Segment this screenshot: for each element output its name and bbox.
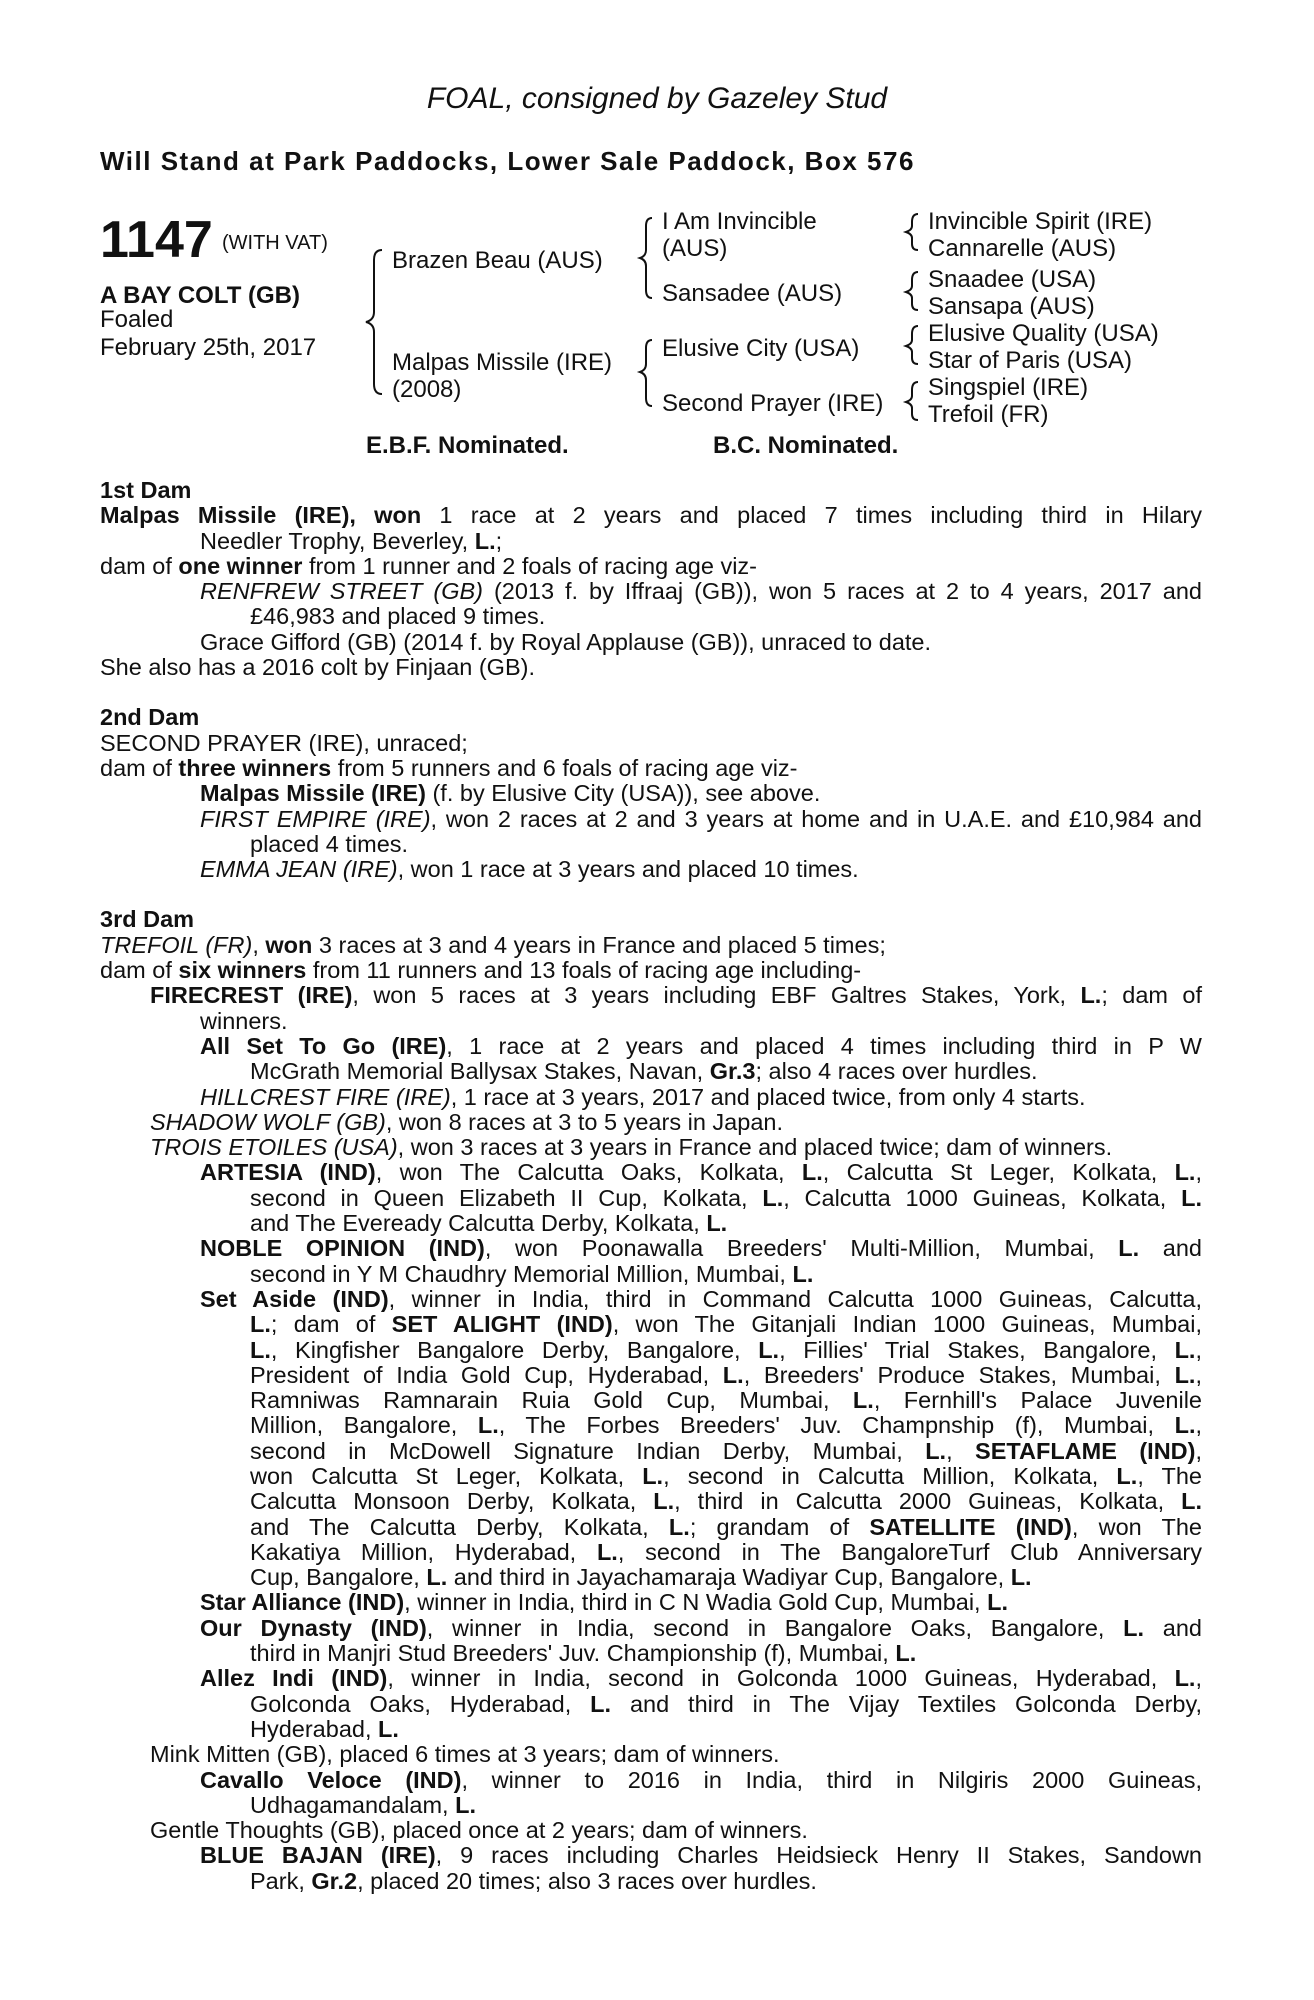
grand-7: Singspiel (IRE) [928,374,1089,401]
third-dam-line: and The Calcutta Derby, Kolkata, L.; grandam of SATELLITE (IND), won The [250,1513,1202,1540]
third-dam-line: L.; dam of SET ALIGHT (IND), won The Gitanjali Indian 1000 Guineas, Mumbai, [250,1311,1202,1338]
third-dam-line: Cavallo Veloce (IND), winner to 2016 in India, third in Nilgiris 2000 Guineas, [200,1766,1202,1793]
third-dam-line: President of India Gold Cup, Hyderabad, L., Breeders' Produce Stakes, Mumbai, L., [250,1361,1202,1388]
third-dam-line: Kakatiya Million, Hyderabad, L., second in The BangaloreTurf Club Anniversary [250,1538,1203,1565]
third-dam-line: second in Queen Elizabeth II Cup, Kolkata, L., Calcutta 1000 Guineas, Kolkata, L. [250,1184,1202,1211]
first-dam-line: dam of one winner from 1 runner and 2 foals of racing age viz- [100,552,757,579]
first-dam-line: She also has a 2016 colt by Finjaan (GB). [100,654,535,681]
third-dam-line: NOBLE OPINION (IND), won Poonawalla Breeders' Multi-Million, Mumbai, L. and [200,1235,1202,1262]
first-dam-line: £46,983 and placed 9 times. [250,603,546,630]
third-dam-line: All Set To Go (IRE), 1 race at 2 years and placed 4 times including third in P W [200,1032,1202,1059]
third-dam-line: Ramniwas Ramnarain Ruia Gold Cup, Mumbai, L., Fernhill's Palace Juvenile [250,1387,1202,1414]
first-dam-line: Grace Gifford (GB) (2014 f. by Royal Applause (GB)), unraced to date. [200,628,932,655]
sire-sire-origin: (AUS) [662,235,728,262]
second-dam-line: dam of three winners from 5 runners and 6 foals of racing age viz- [100,754,798,781]
grand-3: Snaadee (USA) [928,266,1097,293]
second-dam-line: placed 4 times. [250,830,409,857]
third-dam-line: second in McDowell Signature Indian Derby, Mumbai, L., SETAFLAME (IND), [250,1437,1202,1464]
grand-5: Elusive Quality (USA) [928,320,1159,347]
dam-sire: Elusive City (USA) [662,335,860,362]
sire-sire: I Am Invincible [662,208,817,235]
third-dam-line: TREFOIL (FR), won 3 races at 3 and 4 years in France and placed 5 times; [100,931,886,958]
sire-dam: Sansadee (AUS) [662,280,843,307]
third-dam-line: Gentle Thoughts (GB), placed once at 2 years; dam of winners. [150,1817,808,1844]
dam-year: (2008) [392,376,462,403]
location-line: Will Stand at Park Paddocks, Lower Sale Paddock, Box 576 [100,146,915,176]
sire-name: Brazen Beau (AUS) [392,247,603,274]
third-dam-line: Cup, Bangalore, L. and third in Jayachamaraja Wadiyar Cup, Bangalore, L. [250,1564,1032,1591]
third-dam-line: Calcutta Monsoon Derby, Kolkata, L., third in Calcutta 2000 Guineas, Kolkata, L. [250,1488,1202,1515]
third-dam-line: dam of six winners from 11 runners and 13 foals of racing age including- [100,957,862,984]
third-dam-line: Star Alliance (IND), winner in India, third in C N Wadia Gold Cup, Mumbai, L. [200,1589,1009,1616]
third-dam-line: McGrath Memorial Ballysax Stakes, Navan, Gr.3; also 4 races over hurdles. [250,1058,1038,1085]
grand-2: Cannarelle (AUS) [928,235,1117,262]
third-dam-line: Mink Mitten (GB), placed 6 times at 3 years; dam of winners. [150,1741,780,1768]
third-dam-line: winners. [200,1007,288,1034]
second-dam-line: SECOND PRAYER (IRE), unraced; [100,729,468,756]
grand-4: Sansapa (AUS) [928,293,1095,320]
second-dam-line: EMMA JEAN (IRE), won 1 race at 3 years and placed 10 times. [200,856,859,883]
foaled-label: Foaled [100,306,174,333]
first-dam-line: Malpas Missile (IRE), won 1 race at 2 years and placed 7 times including third in Hilary [100,502,1202,529]
foaled-date: February 25th, 2017 [100,334,317,361]
catalogue-body [100,478,1202,1894]
third-dam-line: L., Kingfisher Bangalore Derby, Bangalore, L., Fillies' Trial Stakes, Bangalore, L., [250,1336,1202,1363]
third-dam-line: Set Aside (IND), winner in India, third in Command Calcutta 1000 Guineas, Calcutta, [200,1285,1202,1312]
ebf-nominated: E.B.F. Nominated. [366,432,569,459]
third-dam-line: third in Manjri Stud Breeders' Juv. Championship (f), Mumbai, L. [250,1640,917,1667]
third-dam-line: Park, Gr.2, placed 20 times; also 3 races over hurdles. [250,1867,817,1894]
dam-dam: Second Prayer (IRE) [662,390,884,417]
third-dam-line: won Calcutta St Leger, Kolkata, L., second in Calcutta Million, Kolkata, L., The [250,1462,1202,1489]
second-dam-line: Malpas Missile (IRE) (f. by Elusive City (USA)), see above. [200,780,821,807]
grand-8: Trefoil (FR) [928,401,1049,428]
lot-number: 1147 [100,211,213,269]
third-dam-line: FIRECREST (IRE), won 5 races at 3 years including EBF Galtres Stakes, York, L.; dam of [150,982,1202,1009]
third-dam-line: and The Eveready Calcutta Derby, Kolkata, L. [250,1210,728,1237]
third-dam-line: TROIS ETOILES (USA), won 3 races at 3 years in France and placed twice; dam of winners. [150,1134,1113,1161]
first-dam-line: RENFREW STREET (GB) (2013 f. by Iffraaj (GB)), won 5 races at 2 to 4 years, 2017 and [200,578,1203,605]
grand-6: Star of Paris (USA) [928,347,1133,374]
third-dam-line: SHADOW WOLF (GB), won 8 races at 3 to 5 years in Japan. [150,1108,783,1135]
second-dam-line: FIRST EMPIRE (IRE), won 2 races at 2 and 3 years at home and in U.A.E. and £10,984 and [200,805,1202,832]
first-dam-heading: 1st Dam [100,477,192,503]
first-dam-line: Needler Trophy, Beverley, L.; [200,527,503,554]
third-dam-line: Golconda Oaks, Hyderabad, L. and third in The Vijay Textiles Golconda Derby, [250,1690,1202,1717]
consignment-line: FOAL, consigned by Gazeley Stud [426,82,888,115]
third-dam-line: Allez Indi (IND), winner in India, second in Golconda 1000 Guineas, Hyderabad, L., [200,1665,1202,1692]
third-dam-line: Million, Bangalore, L., The Forbes Breeders' Juv. Champnship (f), Mumbai, L., [250,1412,1203,1439]
grand-1: Invincible Spirit (IRE) [928,208,1153,235]
horse-description: A BAY COLT (GB) [100,282,301,309]
vat-note: (WITH VAT) [222,232,328,254]
third-dam-line: ARTESIA (IND), won The Calcutta Oaks, Kolkata, L., Calcutta St Leger, Kolkata, L., [200,1159,1202,1186]
third-dam-line: HILLCREST FIRE (IRE), 1 race at 3 years, 2017 and placed twice, from only 4 starts. [200,1083,1086,1110]
third-dam-heading: 3rd Dam [100,906,195,933]
second-dam-heading: 2nd Dam [100,704,200,731]
third-dam-line: BLUE BAJAN (IRE), 9 races including Charles Heidsieck Henry II Stakes, Sandown [200,1842,1202,1869]
third-dam-line: Udhagamandalam, L. [250,1791,476,1818]
dam-name: Malpas Missile (IRE) [392,349,613,376]
third-dam-line: Our Dynasty (IND), winner in India, second in Bangalore Oaks, Bangalore, L. and [200,1614,1202,1641]
bc-nominated: B.C. Nominated. [713,432,899,459]
third-dam-line: second in Y M Chaudhry Memorial Million, Mumbai, L. [250,1260,814,1287]
third-dam-line: Hyderabad, L. [250,1715,399,1742]
